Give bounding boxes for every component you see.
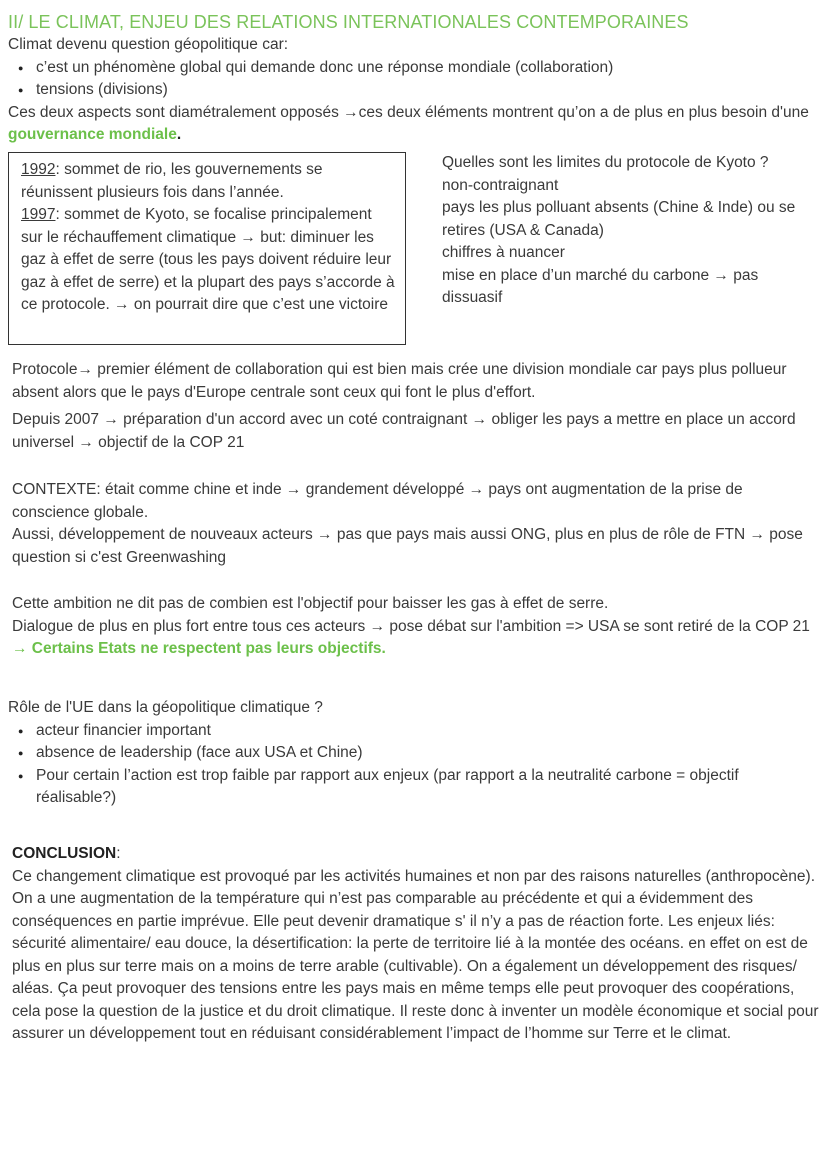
intro-bullet: ● tensions (divisions) [8, 79, 823, 102]
contexte-block [12, 479, 812, 569]
ambition-line: Cette ambition ne dit pas de combien est l'objectif pour baisser les gas à effet de serre. [12, 595, 609, 612]
ue-bullet-list [8, 720, 823, 810]
gouvernance-highlight: gouvernance mondiale [8, 126, 177, 143]
kyoto-limit: pays les plus polluant absents (Chine & Inde) ou se retires (USA & Canada) [442, 199, 796, 239]
dates-box [8, 152, 406, 345]
ambition-highlight: → Certains Etats ne respectent pas leurs objectifs. [12, 640, 386, 657]
rio-text: : sommet de rio, les gouvernements se réunissent plusieurs fois dans l’année. [21, 161, 323, 201]
kyoto-limits [442, 152, 812, 310]
kyoto-question: Quelles sont les limites du protocole de Kyoto ? [442, 154, 769, 171]
contexte-line: CONTEXTE: était comme chine et inde → grandement développé → pays ont augmentation de la prise de conscience globale. [12, 481, 743, 521]
ue-bullet: ● Pour certain l’action est trop faible par rapport aux enjeux (par rapport a la neutralité carbone = objectif réalisable?) [8, 765, 823, 810]
ue-bullet: ● acteur financier important [8, 720, 823, 743]
ue-bullet: ● absence de leadership (face aux USA et Chine) [8, 742, 823, 765]
ue-question: Rôle de l'UE dans la géopolitique climatique ? [8, 699, 323, 716]
year-1997: 1997 [21, 206, 56, 223]
ambition-line: Dialogue de plus en plus fort entre tous ces acteurs → pose débat sur l'ambition => USA se sont retiré de la COP 21 [12, 617, 810, 635]
rio-entry [21, 159, 397, 204]
opposition-period: . [176, 126, 182, 143]
intro-lead: Climat devenu question géopolitique car: [8, 36, 289, 53]
conclusion-block [12, 843, 827, 1046]
kyoto-entry [21, 204, 397, 317]
year-1992: 1992 [21, 161, 56, 178]
intro-bullet: ● c’est un phénomène global qui demande donc une réponse mondiale (collaboration) [8, 57, 823, 80]
kyoto-text: : sommet de Kyoto, se focalise principalement sur le réchauffement climatique → but: diminuer les gaz à effet de serre (tous les pays doivent réduire leur gaz à effet de serre) et la plupart des pays s’accorde à ce protocole. → on pourrait dire que c’est une victoire [21, 206, 395, 313]
conclusion-label: CONCLUSION [12, 845, 117, 862]
opposition-paragraph [8, 102, 823, 147]
contexte-line: Aussi, développement de nouveaux acteurs → pas que pays mais aussi ONG, plus en plus de rôle de FTN → pose question si c'est Greenwashing [12, 526, 803, 566]
section-title: II/ LE CLIMAT, ENJEU DES RELATIONS INTERNATIONALES CONTEMPORAINES [8, 12, 689, 32]
opposition-text: Ces deux aspects sont diamétralement opposés →ces deux éléments montrent qu’on a de plus en plus besoin d'une [8, 103, 809, 121]
ambition-block [12, 593, 827, 661]
conclusion-heading [12, 843, 827, 866]
protocole-paragraph: Protocole→ premier élément de collaboration qui est bien mais crée une division mondiale car pays plus pollueur absent alors que le pays d'Europe centrale sont ceux qui font le plus d'effort. [12, 361, 787, 401]
depuis-paragraph: Depuis 2007 → préparation d'un accord avec un coté contraignant → obliger les pays a mettre en place un accord universel → objectif de la COP 21 [12, 411, 796, 451]
intro-block [8, 34, 823, 147]
kyoto-limit: chiffres à nuancer [442, 244, 565, 261]
kyoto-limit: non-contraignant [442, 176, 559, 194]
ue-block [8, 697, 823, 810]
conclusion-text: Ce changement climatique est provoqué par les activités humaines et non par des raisons naturelles (anthropocène). On a une augmentation de la température qui n’est pas comparable au précédente et qui a évidemment des conséquences en partie imprévue. Elle peut devenir dramatique s' il n’y a pas de réaction forte. Les enjeux liés: sécurité alimentaire/ eau douce, la désertification: la perte de territoire lié à la montée des océans. en effet on est de plus en plus sur terre mais on a moins de terre arable (cultivable). On a également un développement des risques/ aléas. Ça peut provoquer des tensions entre les pays mais en même temps elle peut provoquer des coopérations, cela pose la question de la justice et du droit climatique. Il reste donc à inventer un modèle économique et social pour assurer un développement tout en réduisant considérablement l’impact de l’homme sur Terre et le climat. [12, 867, 819, 1042]
conclusion-colon: : [116, 845, 121, 862]
intro-bullet-list [8, 57, 823, 102]
kyoto-limit: mise en place d’un marché du carbone → pas dissuasif [442, 266, 759, 306]
